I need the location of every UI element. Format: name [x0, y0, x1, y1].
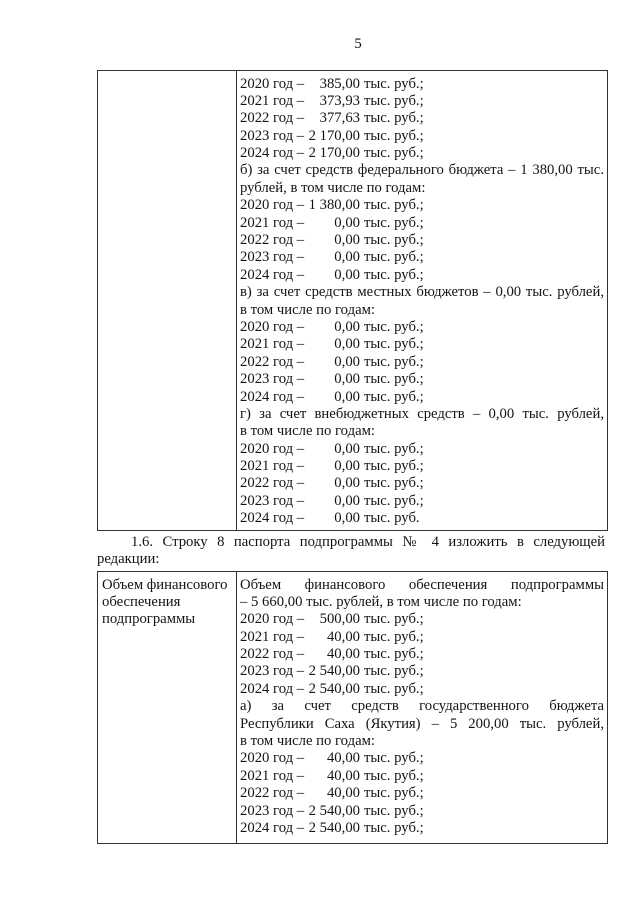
- year-line: [240, 750, 604, 767]
- year-label: 2022 год –: [240, 110, 305, 127]
- year-label: 2020 год –: [240, 318, 305, 335]
- amount-value: 0,00: [334, 388, 360, 405]
- amount-unit: тыс. руб.;: [364, 475, 424, 492]
- year-line: [240, 215, 604, 232]
- amount-value: 0,00: [334, 458, 360, 475]
- federal-budget-title: рублей, в том числе по годам:: [240, 179, 426, 196]
- label-cell: [98, 71, 237, 530]
- amount-unit: тыс. руб.;: [364, 92, 424, 109]
- year-label: 2023 год –: [240, 492, 305, 509]
- amount-unit: тыс. руб.;: [364, 371, 424, 388]
- year-label: 2024 год –: [240, 510, 305, 527]
- value-cell: [237, 572, 607, 843]
- amendment-paragraph: [97, 534, 605, 569]
- amount-unit: тыс. руб.;: [364, 819, 424, 836]
- amount-unit: тыс. руб.;: [364, 214, 424, 231]
- page-number: 5: [354, 36, 362, 52]
- amount-unit: тыс. руб.;: [364, 353, 424, 370]
- amount-value: 377,63: [319, 110, 360, 127]
- year-line: [240, 267, 604, 284]
- year-line: [240, 336, 604, 353]
- state-budget-title: Республики Саха (Якутия) – 5 200,00 тыс. рублей,: [240, 715, 604, 732]
- year-line: [240, 803, 604, 820]
- amount-value: 40,00: [326, 750, 360, 767]
- year-line: [240, 319, 604, 336]
- amount-value: 40,00: [326, 785, 360, 802]
- local-budgets-title: в) за счет средств местных бюджетов – 0,00 тыс. рублей,: [240, 284, 604, 301]
- state-budget-section: [240, 698, 604, 837]
- year-line: [240, 785, 604, 802]
- state-budget-years: [240, 76, 604, 163]
- local-budgets-section: [240, 284, 604, 406]
- value-cell: [237, 71, 607, 530]
- year-line: [240, 458, 604, 475]
- year-line: [240, 646, 604, 663]
- amount-value: 0,00: [334, 440, 360, 457]
- amount-unit: тыс. руб.;: [364, 458, 424, 475]
- amount-value: 0,00: [334, 475, 360, 492]
- amount-unit: тыс. руб.;: [364, 249, 424, 266]
- state-budget-title: в том числе по годам:: [240, 733, 375, 750]
- amount-value: 2 170,00: [308, 127, 360, 144]
- extrabudgetary-section: [240, 406, 604, 528]
- label-cell: [98, 572, 237, 843]
- amount-unit: тыс. руб.;: [364, 440, 424, 457]
- year-line: [240, 145, 604, 162]
- amount-unit: тыс. руб.;: [364, 110, 424, 127]
- amount-unit: тыс. руб.;: [364, 266, 424, 283]
- year-label: 2020 год –: [240, 440, 305, 457]
- amount-value: 2 540,00: [308, 819, 360, 836]
- amount-unit: тыс. руб.;: [364, 663, 424, 680]
- amount-value: 373,93: [319, 92, 360, 109]
- amount-unit: тыс. руб.;: [364, 646, 424, 663]
- amount-unit: тыс. руб.;: [364, 785, 424, 802]
- year-line: [240, 93, 604, 110]
- year-label: 2021 год –: [240, 767, 305, 784]
- year-label: 2024 год –: [240, 266, 305, 283]
- year-label: 2022 год –: [240, 785, 305, 802]
- subprogram-funding-table: [97, 571, 608, 844]
- amount-value: 0,00: [334, 214, 360, 231]
- year-label: 2021 год –: [240, 628, 305, 645]
- amount-unit: тыс. руб.;: [364, 611, 424, 628]
- year-label: 2022 год –: [240, 475, 305, 492]
- amount-value: 1 380,00: [308, 197, 360, 214]
- amount-unit: тыс. руб.;: [364, 767, 424, 784]
- year-line: [240, 110, 604, 127]
- amount-unit: тыс. руб.;: [364, 197, 424, 214]
- amount-value: 0,00: [334, 353, 360, 370]
- year-label: 2024 год –: [240, 680, 305, 697]
- amount-value: 2 170,00: [308, 145, 360, 162]
- year-line: [240, 249, 604, 266]
- year-line: [240, 681, 604, 698]
- row-label-line: Объем финансового: [102, 576, 228, 593]
- year-label: 2024 год –: [240, 145, 305, 162]
- amount-value: 40,00: [326, 767, 360, 784]
- year-label: 2020 год –: [240, 750, 305, 767]
- row-label-line: обеспечения: [102, 593, 181, 610]
- amendment-text-line: 1.6. Строку 8 паспорта подпрограммы № 4 изложить в следующей: [131, 534, 605, 550]
- amount-unit: тыс. руб.;: [364, 127, 424, 144]
- amount-value: 0,00: [334, 266, 360, 283]
- local-budgets-title: в том числе по годам:: [240, 301, 375, 318]
- amount-unit: тыс. руб.;: [364, 318, 424, 335]
- amount-unit: тыс. руб.;: [364, 232, 424, 249]
- year-label: 2023 год –: [240, 802, 305, 819]
- federal-budget-section: [240, 162, 604, 284]
- federal-budget-title: б) за счет средств федерального бюджета – 1 380,00 тыс.: [240, 162, 604, 179]
- year-line: [240, 629, 604, 646]
- total-funding-title: Объем финансового обеспечения подпрограммы: [240, 576, 604, 593]
- year-label: 2021 год –: [240, 336, 305, 353]
- state-budget-title: а) за счет средств государственного бюджета: [240, 698, 604, 715]
- amount-unit: тыс. руб.: [364, 510, 420, 527]
- year-label: 2023 год –: [240, 663, 305, 680]
- extrabudgetary-title: г) за счет внебюджетных средств – 0,00 тыс. рублей,: [240, 405, 604, 422]
- amount-value: 0,00: [334, 249, 360, 266]
- year-line: [240, 76, 604, 93]
- year-label: 2020 год –: [240, 197, 305, 214]
- year-label: 2020 год –: [240, 611, 305, 628]
- year-line: [240, 493, 604, 510]
- year-line: [240, 128, 604, 145]
- amount-value: 40,00: [326, 646, 360, 663]
- amount-value: 0,00: [334, 510, 360, 527]
- year-line: [240, 371, 604, 388]
- amount-value: 0,00: [334, 232, 360, 249]
- year-label: 2023 год –: [240, 371, 305, 388]
- year-line: [240, 389, 604, 406]
- amendment-text-line: редакции:: [97, 551, 160, 568]
- amount-value: 0,00: [334, 336, 360, 353]
- amount-value: 2 540,00: [308, 663, 360, 680]
- amount-unit: тыс. руб.;: [364, 628, 424, 645]
- year-label: 2023 год –: [240, 127, 305, 144]
- year-line: [240, 475, 604, 492]
- amount-value: 0,00: [334, 371, 360, 388]
- extrabudgetary-title: в том числе по годам:: [240, 423, 375, 440]
- year-label: 2024 год –: [240, 388, 305, 405]
- amount-value: 0,00: [334, 318, 360, 335]
- amount-unit: тыс. руб.;: [364, 75, 424, 92]
- row-label-line: подпрограммы: [102, 611, 196, 628]
- year-label: 2022 год –: [240, 646, 305, 663]
- amount-unit: тыс. руб.;: [364, 388, 424, 405]
- amount-unit: тыс. руб.;: [364, 680, 424, 697]
- year-label: 2020 год –: [240, 75, 305, 92]
- year-label: 2021 год –: [240, 214, 305, 231]
- year-line: [240, 354, 604, 371]
- amount-value: 0,00: [334, 492, 360, 509]
- year-line: [240, 441, 604, 458]
- amount-value: 2 540,00: [308, 680, 360, 697]
- year-line: [240, 232, 604, 249]
- amount-value: 2 540,00: [308, 802, 360, 819]
- year-line: [240, 197, 604, 214]
- amount-unit: тыс. руб.;: [364, 802, 424, 819]
- year-line: [240, 611, 604, 628]
- amount-unit: тыс. руб.;: [364, 492, 424, 509]
- year-label: 2022 год –: [240, 353, 305, 370]
- year-label: 2021 год –: [240, 458, 305, 475]
- total-funding-section: [240, 577, 604, 699]
- amount-unit: тыс. руб.;: [364, 750, 424, 767]
- funding-table-continued: [97, 70, 608, 531]
- year-label: 2023 год –: [240, 249, 305, 266]
- year-line: [240, 510, 604, 527]
- year-line: [240, 820, 604, 837]
- year-label: 2021 год –: [240, 92, 305, 109]
- year-label: 2022 год –: [240, 232, 305, 249]
- amount-value: 40,00: [326, 628, 360, 645]
- amount-value: 385,00: [319, 75, 360, 92]
- amount-value: 500,00: [319, 611, 360, 628]
- year-line: [240, 768, 604, 785]
- total-funding-title: – 5 660,00 тыс. рублей, в том числе по годам:: [240, 593, 522, 610]
- amount-unit: тыс. руб.;: [364, 145, 424, 162]
- year-label: 2024 год –: [240, 819, 305, 836]
- amount-unit: тыс. руб.;: [364, 336, 424, 353]
- year-line: [240, 663, 604, 680]
